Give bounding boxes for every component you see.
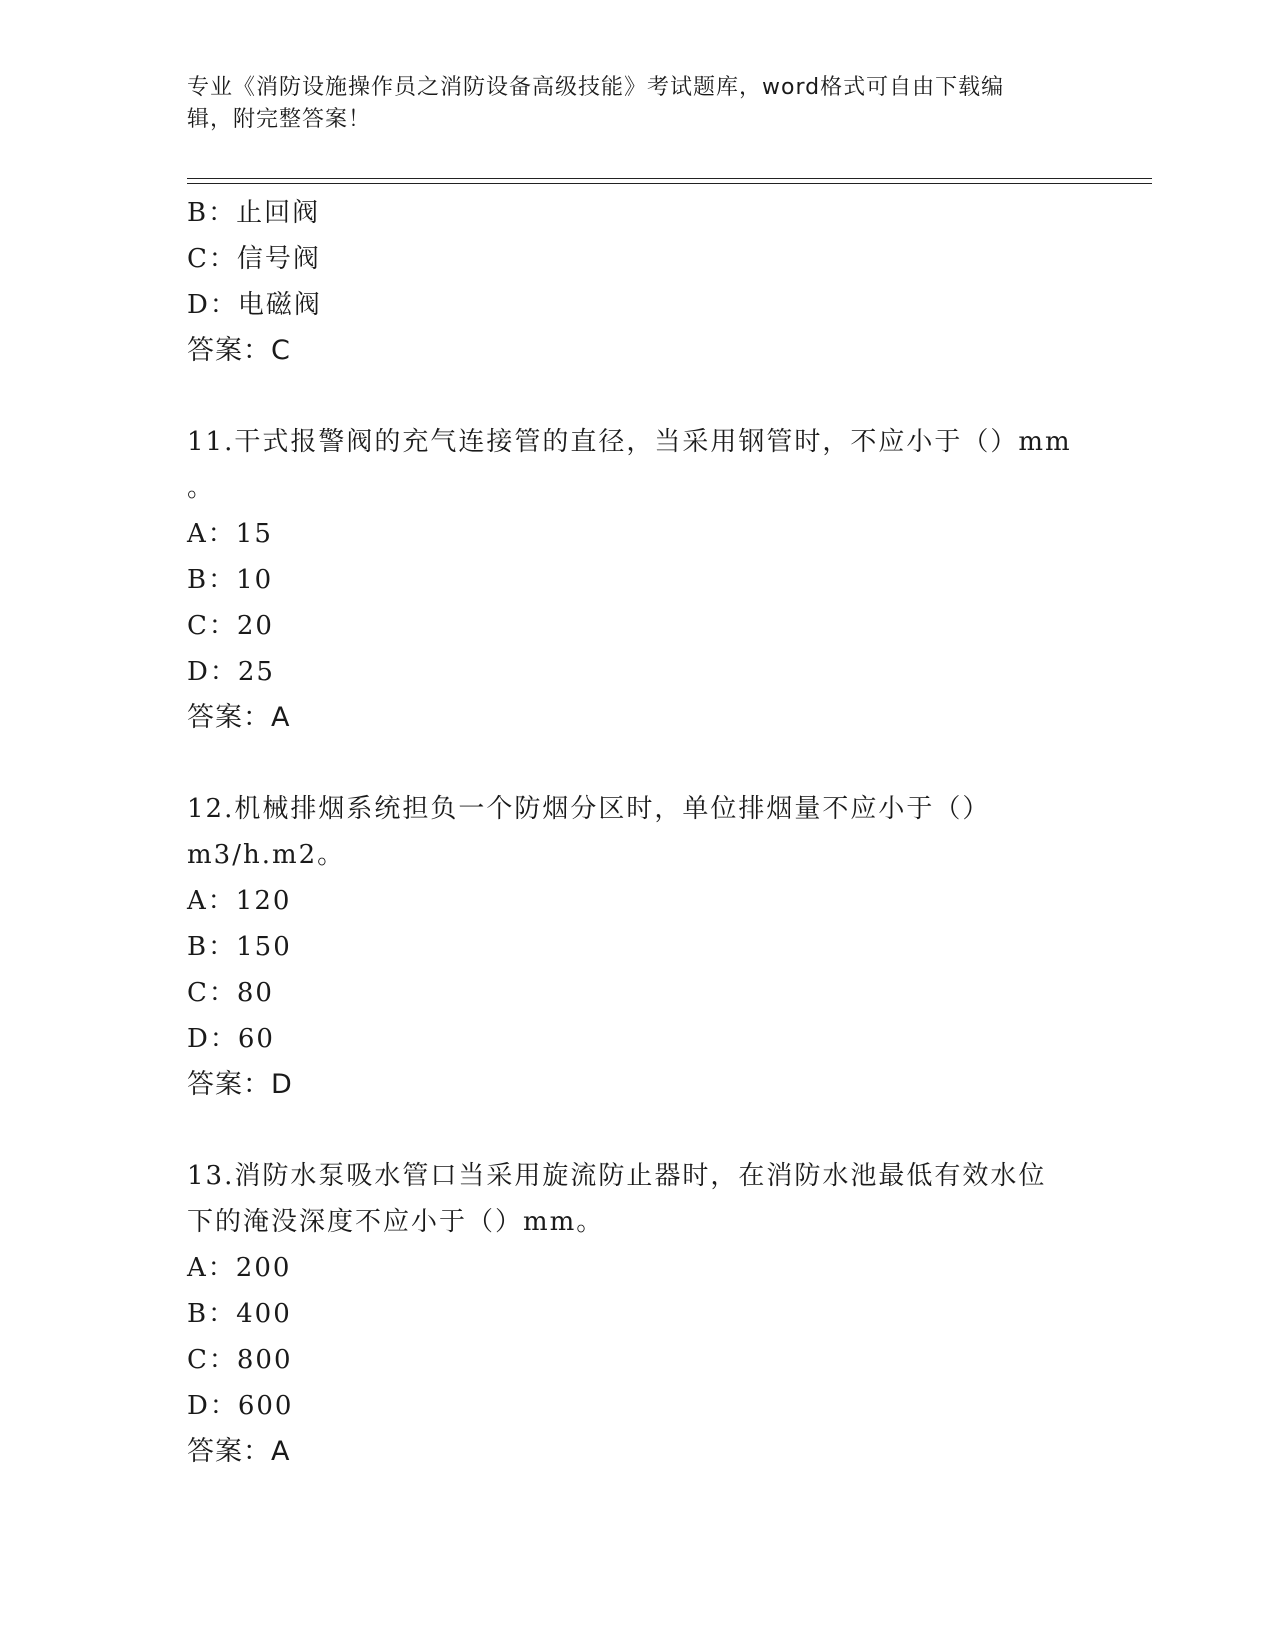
option-d: D：600 bbox=[187, 1391, 294, 1421]
option-d: D：60 bbox=[187, 1024, 275, 1054]
answer-line: 答案：C bbox=[187, 335, 291, 366]
option-b: B：150 bbox=[187, 932, 292, 962]
option-a: A：15 bbox=[187, 519, 273, 549]
question-block-11 bbox=[187, 419, 1087, 741]
question-list bbox=[187, 190, 1087, 1475]
question-block-prev bbox=[187, 190, 1087, 374]
question-stem-line-2: 。 bbox=[187, 473, 216, 503]
option-c: C：80 bbox=[187, 978, 274, 1008]
question-block-12 bbox=[187, 786, 1087, 1108]
answer-line: 答案：A bbox=[187, 1436, 291, 1467]
spacer bbox=[187, 741, 1087, 786]
question-stem-line-2: 下的淹没深度不应小于（）mm。 bbox=[187, 1207, 605, 1237]
option-a: A：120 bbox=[187, 886, 292, 916]
question-stem-line-2: m3/h.m2。 bbox=[187, 840, 346, 870]
header-rule-bottom bbox=[187, 183, 1152, 184]
option-d: D：25 bbox=[187, 657, 275, 687]
option-c: C：20 bbox=[187, 611, 274, 641]
question-stem-line-1: 11.干式报警阀的充气连接管的直径，当采用钢管时，不应小于（）mm bbox=[187, 427, 1072, 457]
option-b: B：10 bbox=[187, 565, 274, 595]
option-b: B：400 bbox=[187, 1299, 292, 1329]
header-line-2: 辑，附完整答案！ bbox=[187, 107, 372, 132]
question-stem-line-1: 12.机械排烟系统担负一个防烟分区时，单位排烟量不应小于（） bbox=[187, 794, 991, 824]
header-line-1: 专业《消防设施操作员之消防设备高级技能》考试题库，word格式可自由下载编 bbox=[187, 75, 1005, 100]
option-c: C：信号阀 bbox=[187, 244, 321, 274]
option-c: C：800 bbox=[187, 1345, 293, 1375]
spacer bbox=[187, 374, 1087, 419]
option-a: A：200 bbox=[187, 1253, 292, 1283]
header-rule-top bbox=[187, 178, 1152, 179]
option-d: D：电磁阀 bbox=[187, 290, 322, 320]
question-block-13 bbox=[187, 1153, 1087, 1475]
answer-line: 答案：A bbox=[187, 702, 291, 733]
spacer bbox=[187, 1108, 1087, 1153]
document-header bbox=[187, 72, 1067, 136]
answer-line: 答案：D bbox=[187, 1069, 293, 1100]
question-stem-line-1: 13.消防水泵吸水管口当采用旋流防止器时，在消防水池最低有效水位 bbox=[187, 1161, 1047, 1191]
option-b: B：止回阀 bbox=[187, 198, 321, 228]
